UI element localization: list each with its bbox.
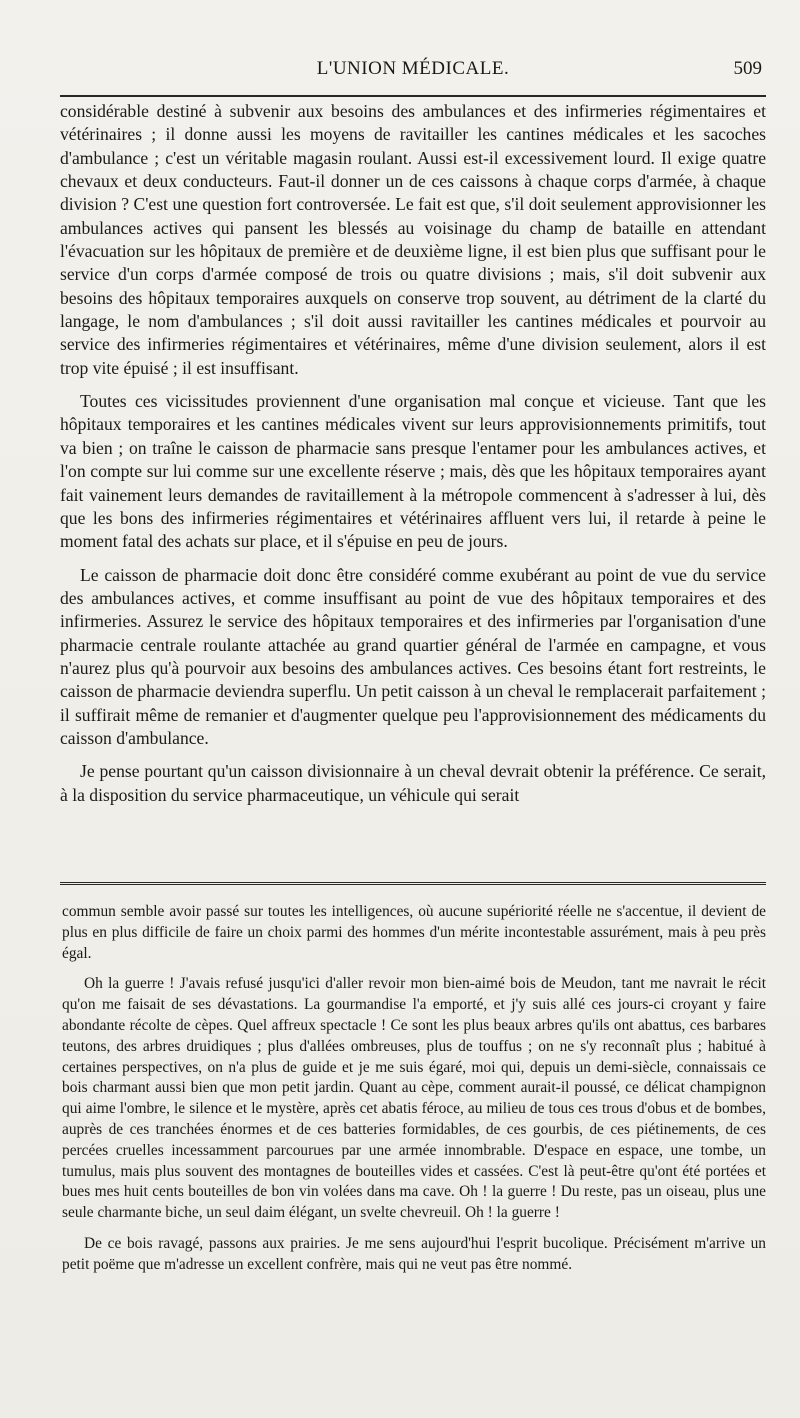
main-article (60, 100, 766, 817)
feuilleton-paragraph: Oh la guerre ! J'avais refusé jusqu'ici d'aller revoir mon bien-aimé bois de Meudon, tant me navrait le récit qu'on me faisait de ses dévastations. La gourmandise l'a emporté, et j'y suis allé ces jours-ci croyant y faire abondante récolte de cèpes. Quel affreux spectacle ! Ce sont les plus beaux arbres qu'ils ont abattus, ces barbares teutons, des arbres druidiques ; plus d'allées ombreuses, plus de touffus ; on ne s'y reconnaît plus ; habitué à certaines perspectives, on n'a plus de guide et je me suis égaré, moi qui, depuis un demi-siècle, connaissais ce bois charmant aussi bien que mon petit jardin. Quant au cèpe, comment aurait-il poussé, ce délicat champignon qui aime l'ombre, le silence et le mystère, après cet abatis féroce, au milieu de tous ces trous d'obus et de bombes, auprès de ces tranchées énormes et de ces batteries formidables, de ces gourbis, de ces piétinements, de ces percées cruelles incessamment parcourues par une armée innombrable. D'espace en espace, une tombe, un tumulus, mais plus souvent des montagnes de bouteilles vides et cassées. C'est là peut-être qu'ont été portées et bues mes huit cents bouteilles de bon vin volées dans ma cave. Oh ! la guerre ! Du reste, pas un oiseau, plus une seule charmante biche, un seul daim élégant, un svelte chevreuil. Oh ! la guerre ! (62, 975, 766, 1222)
article-paragraph: considérable destiné à subvenir aux besoins des ambulances et des infirmeries régimentaires et vétérinaires ; il donne aussi les moyens de ravitailler les cantines médicales et les sacoches d'ambulance ; c'est un véritable magasin roulant. Aussi est-il excessivement lourd. Il exige quatre chevaux et deux conducteurs. Faut-il donner un de ces caissons à chaque corps d'armée, à chaque division ? C'est une question fort controversée. Le fait est que, s'il doit seulement approvisionner les ambulances actives qui pansent les blessés au voisinage du champ de bataille en attendant l'évacuation sur les hôpitaux de première et de deuxième ligne, il est bien plus que suffisant pour le service d'un corps d'armée composé de trois ou quatre divisions ; mais, s'il doit subvenir aux besoins des hôpitaux temporaires auxquels on conserve trop souvent, au détriment de la clarté du langage, le nom d'ambulances ; s'il doit aussi ravitailler les cantines médicales et pourvoir au service des infirmeries régimentaires et vétérinaires, même d'une division seulement, alors il est trop vite épuisé ; il est insuffisant. (60, 101, 766, 378)
page-number: 509 (733, 58, 762, 79)
feuilleton-paragraph: commun semble avoir passé sur toutes les intelligences, où aucune supériorité réelle ne s'accentue, il devient de plus en plus difficile de faire un choix parmi des hommes d'un mérite incontestable assurément, mais à peu près égal. (62, 903, 766, 962)
feuilleton-paragraph: De ce bois ravagé, passons aux prairies. Je me sens aujourd'hui l'esprit bucolique. Précisément m'arrive un petit poëme que m'adresse un excellent confrère, mais qui ne veut pas être nommé. (62, 1234, 766, 1273)
feuilleton-section (62, 902, 766, 1286)
article-paragraph: Le caisson de pharmacie doit donc être considéré comme exubérant au point de vue du service des ambulances actives, et comme insuffisant au point de vue des hôpitaux temporaires et des infirmeries. Assurez le service des hôpitaux temporaires et des infirmeries par l'organisation d'une pharmacie centrale roulante attachée au grand quartier général de l'armée en campagne, et vous n'aurez plus qu'à pourvoir aux besoins des ambulances actives. Ces besoins étant fort restreints, le caisson de pharmacie deviendra superflu. Un petit caisson à un cheval le remplacerait parfaitement ; il suffirait même de remanier et d'augmenter quelque peu l'approvisionnement des médicaments du caisson d'ambulance. (60, 564, 766, 748)
journal-title: L'UNION MÉDICALE. (316, 58, 510, 79)
header-rule (60, 95, 766, 97)
page-header (60, 58, 766, 88)
article-paragraph: Toutes ces vicissitudes proviennent d'une organisation mal conçue et vicieuse. Tant que les hôpitaux temporaires et les cantines médicales vivent sur leurs approvisionnements primitifs, tout va bien ; on traîne le caisson de pharmacie sans presque l'entamer pour les ambulances actives, et l'on compte sur lui comme sur une excellente réserve ; mais, dès que les hôpitaux temporaires ayant fait vainement leurs demandes de ravitaillement à la métropole commencent à s'adresser à lui, dès que les bons des infirmeries régimentaires et vétérinaires affluent vers lui, il retarde à peine le moment fatal des achats sur place, et il s'épuise en peu de jours. (60, 391, 766, 552)
article-paragraph: Je pense pourtant qu'un caisson divisionnaire à un cheval devrait obtenir la préférence. Ce serait, à la disposition du service pharmaceutique, un véhicule qui serait (60, 761, 766, 805)
feuilleton-divider (60, 882, 766, 885)
